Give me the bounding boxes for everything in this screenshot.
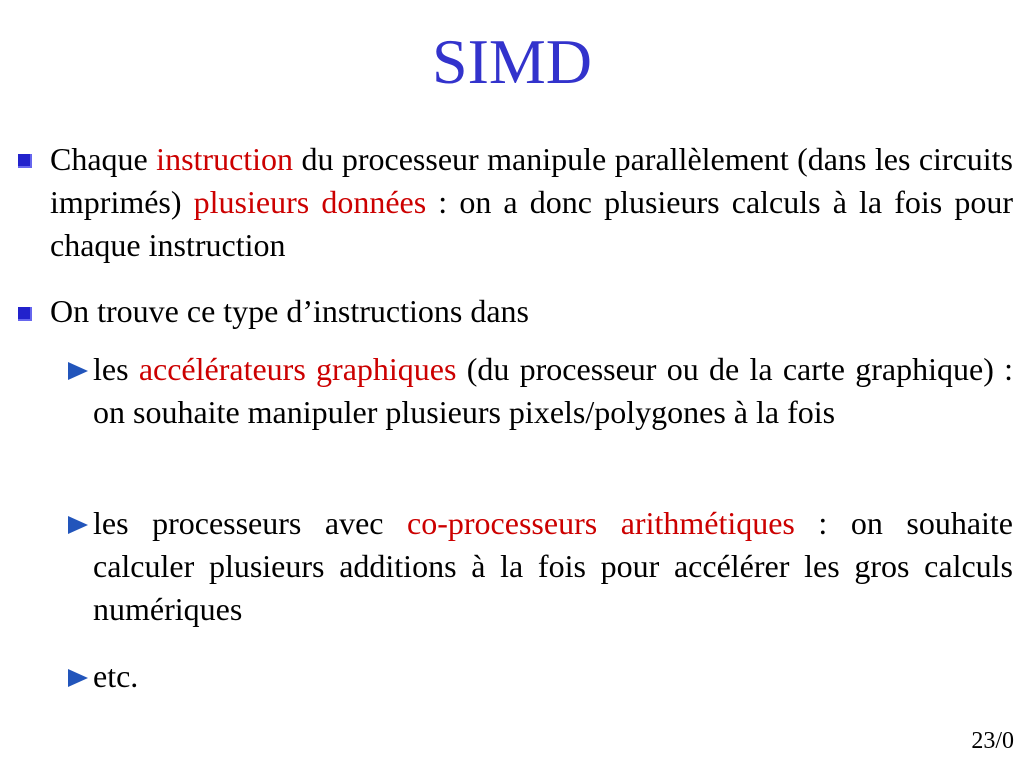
square-bullet-icon <box>18 154 32 168</box>
bullet-text: les <box>93 351 139 387</box>
bullet-text: On trouve ce type d’instructions dans <box>50 293 529 329</box>
slide-title: SIMD <box>431 26 593 97</box>
bullet-text: : on a donc plusieurs calculs à la fois pour chaque instruction <box>50 184 1014 263</box>
arrow-bullet-icon <box>68 362 88 380</box>
sub-bullet-item <box>93 655 1013 698</box>
sub-bullet-item <box>93 348 1013 434</box>
highlighted-term: instruction <box>156 141 294 177</box>
highlighted-term: plusieurs données <box>193 184 427 220</box>
arrow-bullet-icon <box>68 516 88 534</box>
arrow-bullet-icon <box>68 669 88 687</box>
bullet-text: les processeurs avec <box>93 505 408 541</box>
highlighted-term: co-processeurs arithmétiques <box>407 505 795 541</box>
bullet-text: du processeur manipule parallèlement (dans les circuits imprimés) <box>50 141 1014 220</box>
bullet-text: Chaque <box>50 141 157 177</box>
bullet-text: (du processeur ou de la carte graphique) : on souhaite manipuler plusieurs pixels/polygones à la fois <box>93 351 1014 430</box>
page-number: 23/0 <box>971 728 1014 754</box>
bullet-item <box>50 138 1013 267</box>
highlighted-term: accélérateurs graphiques <box>138 351 457 387</box>
bullet-text: : on souhaite calculer plusieurs additions à la fois pour accélérer les gros calculs numériques <box>93 505 1013 627</box>
bullet-text: etc. <box>93 658 139 694</box>
bullet-item <box>50 290 1013 333</box>
sub-bullet-item <box>93 502 1013 631</box>
square-bullet-icon <box>18 307 32 321</box>
